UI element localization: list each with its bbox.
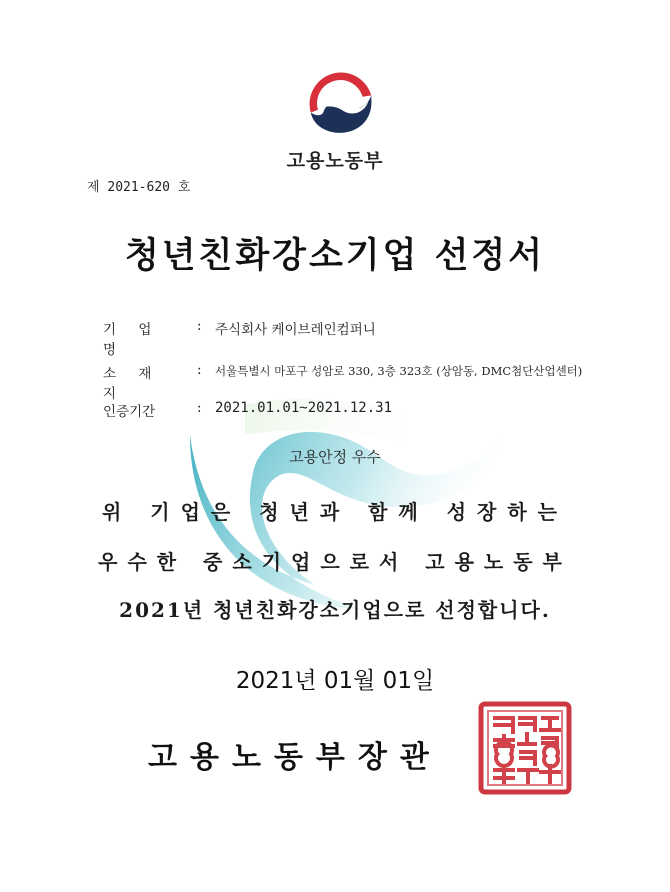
address-value: 서울특별시 마포구 성암로 330, 3층 323호 (상암동, DMC첨단산업센터) [215, 364, 583, 378]
body-text-line-2: 우수한 중소기업으로서 고용노동부 [98, 550, 572, 574]
certificate-title: 청년친화강소기업 선정서 [124, 235, 546, 276]
field-label: 기 업 명 [103, 322, 161, 358]
field-colon: : [197, 362, 202, 378]
official-seal-stamp [475, 698, 575, 798]
ministry-name: 고용노동부 [286, 150, 384, 172]
award-category: 고용안정 우수 [289, 448, 381, 466]
field-label: 인증기간 [103, 404, 156, 420]
field-colon: : [197, 400, 202, 416]
field-label: 소 재 지 [103, 366, 161, 402]
body-text-line-1: 위 기업은 청년과 함께 성장하는 [101, 500, 568, 524]
government-emblem-logo [305, 68, 377, 140]
issue-date: 2021년 01월 01일 [235, 668, 435, 694]
company-name-value: 주식회사 케이브레인컴퍼니 [215, 322, 376, 338]
certification-period-value: 2021.01.01~2021.12.31 [215, 400, 393, 416]
certificate-number: 제 2021-620 호 [87, 180, 191, 195]
body-text-line-3: 2021년 청년친화강소기업으로 선정합니다. [119, 598, 551, 622]
field-colon: : [197, 318, 202, 334]
signer-title: 고용노동부장관 [148, 740, 442, 775]
